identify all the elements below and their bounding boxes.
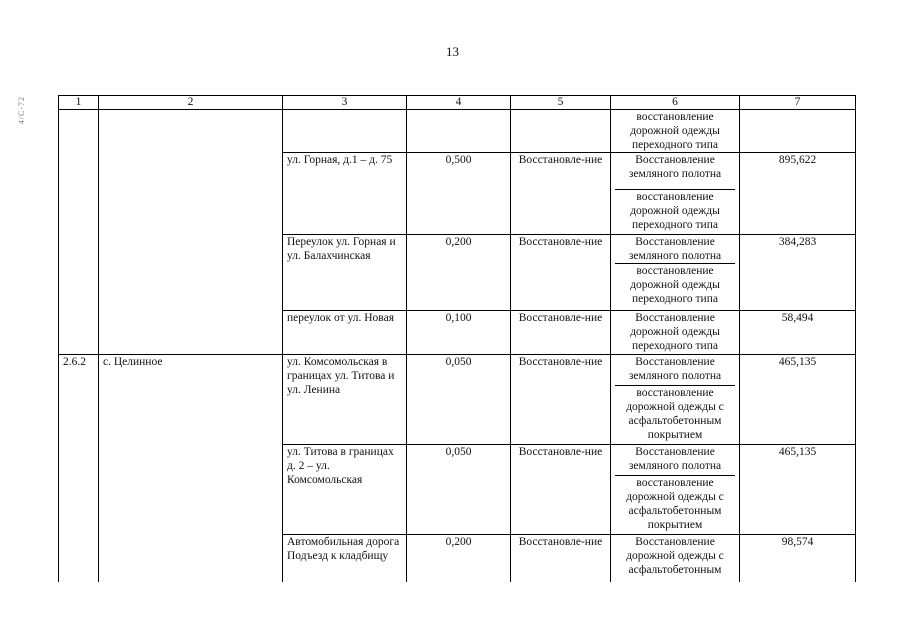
cost-cell: 895,622 xyxy=(740,153,856,235)
work-type-cell: Восстановле-ние xyxy=(511,235,611,311)
object-cell: ул. Горная, д.1 – д. 75 xyxy=(283,153,407,235)
table-row xyxy=(59,110,856,153)
header-cell: 6 xyxy=(611,96,740,110)
header-cell: 1 xyxy=(59,96,99,110)
cost-cell xyxy=(740,110,856,153)
work-item: Восстановление дорожной одежды переходного типа xyxy=(630,312,720,352)
length-cell xyxy=(407,110,511,153)
cost-cell: 58,494 xyxy=(740,311,856,355)
page-bottom-margin xyxy=(0,582,905,640)
page-number: 13 xyxy=(446,44,459,59)
length-cell: 0,100 xyxy=(407,311,511,355)
table-header-row xyxy=(59,96,856,110)
works-cell xyxy=(611,445,740,535)
work-item: Восстановление дорожной одежды с асфальтобетонным xyxy=(626,536,724,576)
object-cell: ул. Комсомольская в границах ул. Титова и ул. Ленина xyxy=(283,355,407,445)
object-cell: Переулок ул. Горная и ул. Балахчинская xyxy=(283,235,407,311)
works-cell xyxy=(611,355,740,445)
cost-cell: 98,574 xyxy=(740,535,856,595)
margin-mark: 4/С-72 xyxy=(17,96,26,125)
works-cell xyxy=(611,235,740,311)
work-type-cell: Восстановле-ние xyxy=(511,153,611,235)
object-cell: ул. Титова в границах д. 2 – ул. Комсомольская xyxy=(283,445,407,535)
header-cell: 7 xyxy=(740,96,856,110)
length-cell: 0,500 xyxy=(407,153,511,235)
works-cell xyxy=(611,153,740,235)
work-item: Восстановление земляного полотна xyxy=(628,356,722,382)
header-cell: 2 xyxy=(99,96,283,110)
work-item: Восстановление земляного полотна xyxy=(628,154,722,180)
works-cell xyxy=(611,311,740,355)
length-cell: 0,050 xyxy=(407,355,511,445)
object-cell xyxy=(283,110,407,153)
work-item: восстановление дорожной одежды с асфальтобетонным покрытием xyxy=(615,475,735,532)
header-cell: 3 xyxy=(283,96,407,110)
object-cell: Автомобильная дорога Подъезд к кладбищу xyxy=(283,535,407,595)
header-cell: 5 xyxy=(511,96,611,110)
work-type-cell: Восстановле-ние xyxy=(511,535,611,595)
length-cell: 0,200 xyxy=(407,535,511,595)
work-item: восстановление дорожной одежды с асфальтобетонным покрытием xyxy=(615,385,735,442)
length-cell: 0,050 xyxy=(407,445,511,535)
work-item: Восстановление земляного полотна xyxy=(628,236,722,262)
work-item: восстановление дорожной одежды переходного типа xyxy=(615,263,735,306)
work-item: Восстановление земляного полотна xyxy=(628,446,722,472)
work-type-cell: Восстановле-ние xyxy=(511,355,611,445)
header-cell: 4 xyxy=(407,96,511,110)
work-item: восстановление дорожной одежды переходного типа xyxy=(630,111,720,151)
cost-cell: 384,283 xyxy=(740,235,856,311)
object-cell: переулок от ул. Новая xyxy=(283,311,407,355)
length-cell: 0,200 xyxy=(407,235,511,311)
works-cell xyxy=(611,110,740,153)
work-type-cell: Восстановле-ние xyxy=(511,445,611,535)
row-number-cell: 2.6.2 xyxy=(59,355,99,595)
cost-cell: 465,135 xyxy=(740,445,856,535)
locality-cell: с. Целинное xyxy=(99,355,283,595)
work-type-cell xyxy=(511,110,611,153)
work-type-cell: Восстановле-ние xyxy=(511,311,611,355)
locality-cell xyxy=(99,110,283,355)
row-number-cell xyxy=(59,110,99,355)
work-item: восстановление дорожной одежды переходного типа xyxy=(615,189,735,232)
table-row xyxy=(59,355,856,445)
works-table xyxy=(58,95,856,595)
cost-cell: 465,135 xyxy=(740,355,856,445)
